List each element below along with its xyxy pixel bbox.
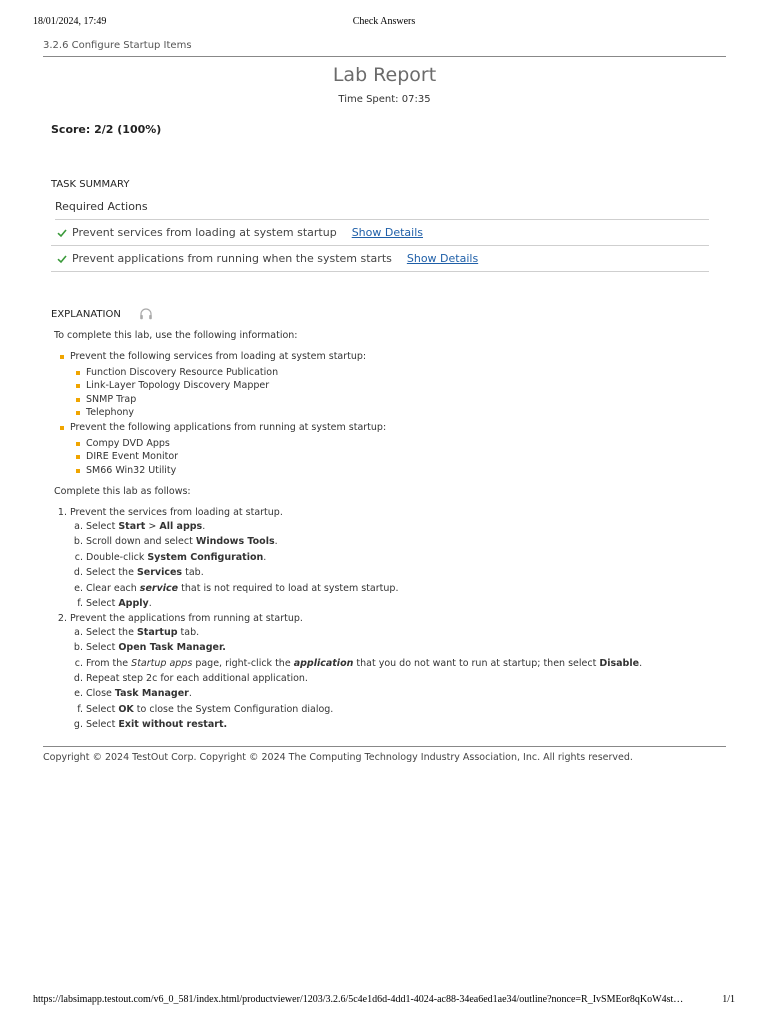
substep-segment: > [145, 520, 160, 532]
sub-list [70, 366, 726, 420]
time-spent-value: 07:35 [401, 94, 431, 105]
list-item [70, 350, 726, 419]
task-summary-heading: TASK SUMMARY [51, 179, 130, 190]
substep-item [86, 535, 726, 548]
substep-item [86, 687, 726, 700]
substep-item [86, 551, 726, 564]
print-url: https://labsimapp.testout.com/v6_0_581/index.html/productviewer/1203/3.2.6/5c4e1d6d-4dd1-4024-ac88-34ea6ed1ae34/outline?nonce=R_IvSMEor8qKoW4st… [33, 994, 684, 1005]
step-text: Prevent the applications from running at startup. [70, 613, 303, 625]
substep-item [86, 582, 726, 595]
substep-segment: . [148, 597, 152, 609]
substep-segment: Select the [86, 626, 137, 638]
substep-segment: . [202, 520, 206, 532]
explanation-intro: To complete this lab, use the following information: [54, 330, 298, 341]
substep-segment: Repeat step 2c for each additional application. [86, 672, 308, 684]
info-text: Prevent the following applications from running at system startup: [70, 422, 387, 434]
substep-item [86, 703, 726, 716]
list-item: Compy DVD Apps [86, 437, 726, 450]
substep-segment: Double-click [86, 551, 148, 563]
substep-item [86, 718, 726, 731]
substep-segment: OK [118, 703, 134, 715]
substeps-list [70, 520, 726, 610]
substep-item [86, 597, 726, 610]
lab-report-content [43, 40, 726, 763]
list-item: DIRE Event Monitor [86, 450, 726, 463]
step-item [70, 612, 726, 731]
step-item [70, 506, 726, 610]
substep-segment: Select [86, 520, 119, 532]
step-text: Prevent the services from loading at startup. [70, 507, 283, 519]
list-item: Function Discovery Resource Publication [86, 366, 726, 379]
substep-segment: Task Manager [114, 688, 189, 700]
action-text: Prevent applications from running when the system starts [72, 252, 392, 265]
print-date: 18/01/2024, 17:49 [33, 16, 107, 27]
list-item: Link-Layer Topology Discovery Mapper [86, 379, 726, 392]
substep-segment: that you do not want to run at startup; then select [353, 657, 600, 669]
print-title: Check Answers [352, 16, 416, 27]
substep-segment: page, right-click the [192, 657, 294, 669]
substep-segment: . [274, 536, 278, 548]
substep-segment: that is not required to load at system startup. [178, 582, 399, 594]
time-spent [43, 94, 726, 105]
substep-item [86, 641, 726, 654]
checkmark-icon [57, 228, 67, 238]
substep-segment: Windows Tools [195, 536, 275, 548]
complete-intro: Complete this lab as follows: [54, 486, 191, 498]
show-details-link[interactable]: Show Details [406, 252, 479, 265]
substep-segment: application [293, 657, 354, 669]
info-list [54, 350, 726, 477]
substep-item [86, 672, 726, 685]
substep-segment: Services [136, 567, 183, 579]
substep-segment: Select the [86, 567, 137, 579]
substep-segment: All apps [159, 520, 203, 532]
action-row [51, 246, 709, 272]
score: Score: 2/2 (100%) [51, 123, 162, 136]
substep-segment: Apply [118, 597, 149, 609]
substep-item [86, 626, 726, 639]
substep-segment: Select [86, 719, 119, 731]
substep-segment: Open Task Manager. [118, 642, 226, 654]
list-item: SM66 Win32 Utility [86, 464, 726, 477]
substep-segment: From the [86, 657, 132, 669]
substep-item [86, 657, 726, 670]
substep-segment: . [263, 551, 267, 563]
substep-segment: to close the System Configuration dialog. [133, 703, 334, 715]
substeps-list [70, 626, 726, 732]
substep-segment: Start [118, 520, 146, 532]
required-actions-heading: Required Actions [55, 200, 709, 220]
list-item [70, 421, 726, 477]
substep-segment: Disable [599, 657, 640, 669]
steps-list [54, 506, 726, 731]
page-number: 1/1 [722, 994, 735, 1005]
list-item: SNMP Trap [86, 393, 726, 406]
show-details-link[interactable]: Show Details [351, 226, 423, 239]
substep-segment: Select [86, 597, 119, 609]
checkmark-icon [57, 254, 67, 264]
copyright: Copyright © 2024 TestOut Corp. Copyright © 2024 The Computing Technology Industry Association, Inc. All rights reserved. [43, 746, 726, 763]
substep-segment: Clear each [86, 582, 140, 594]
substep-segment: service [139, 582, 179, 594]
substep-segment: Select [86, 703, 119, 715]
substep-segment: . [188, 688, 192, 700]
sub-list [70, 437, 726, 477]
info-text: Prevent the following services from loading at system startup: [70, 351, 367, 363]
substep-segment: . [639, 657, 643, 669]
explanation-header [51, 307, 726, 321]
explanation-heading: EXPLANATION [51, 308, 121, 320]
substep-segment: Select [86, 642, 119, 654]
list-item: Telephony [86, 406, 726, 419]
substep-segment: tab. [182, 567, 204, 579]
page-title: Lab Report [332, 64, 437, 86]
substep-segment: Startup [136, 626, 178, 638]
substep-item [86, 520, 726, 533]
time-spent-label: Time Spent: [338, 94, 399, 105]
substep-segment: Scroll down and select [86, 536, 196, 548]
action-row [51, 220, 709, 246]
headphones-icon[interactable] [139, 307, 153, 321]
substep-segment: tab. [177, 626, 200, 638]
substep-item [86, 566, 726, 579]
breadcrumb: 3.2.6 Configure Startup Items [43, 40, 726, 57]
substep-segment: System Configuration [147, 551, 264, 563]
action-text: Prevent services from loading at system startup [72, 226, 337, 239]
substep-segment: Exit without restart. [118, 719, 228, 731]
substep-segment: Close [86, 688, 115, 700]
substep-segment: Startup apps [131, 657, 193, 669]
explanation-body [54, 329, 726, 732]
